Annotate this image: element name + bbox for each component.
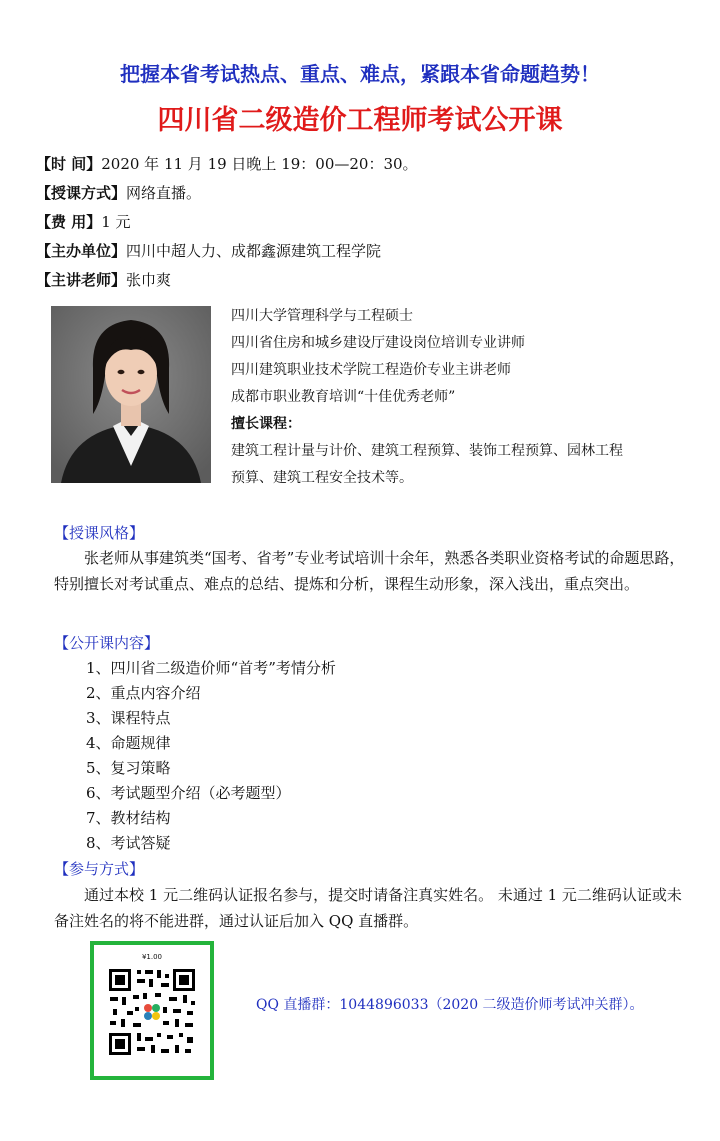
specialty-line: 预算、建筑工程安全技术等。 [231, 470, 413, 486]
qr-code-card[interactable] [90, 941, 214, 1080]
teacher-bio-line: 成都市职业教育培训“十佳优秀老师” [231, 389, 456, 405]
content-item: 4、命题规律 [86, 734, 171, 752]
qq-group-info[interactable]: QQ 直播群：1044896033（2020 二级造价师考试冲关群）。 [256, 997, 644, 1013]
content-item: 8、考试答疑 [86, 834, 171, 852]
info-row-fee [36, 211, 131, 232]
content-item: 1、四川省二级造价师“首考”考情分析 [86, 659, 336, 677]
section-heading-style: 【授课风格】 [54, 524, 145, 542]
info-label: 【费 用】 [36, 213, 102, 231]
info-label: 【主办单位】 [36, 242, 127, 260]
info-value: 1 元 [101, 213, 131, 231]
content-item: 6、考试题型介绍（必考题型） [86, 784, 291, 802]
teacher-bio-line: 四川省住房和城乡建设厅建设岗位培训专业讲师 [231, 335, 525, 351]
content-item: 7、教材结构 [86, 809, 171, 827]
content-item: 3、课程特点 [86, 709, 171, 727]
content-item: 2、重点内容介绍 [86, 684, 201, 702]
info-row-organizer [36, 240, 381, 261]
info-value: 张巾爽 [126, 271, 172, 289]
info-row-method [36, 182, 201, 203]
section-heading-join: 【参与方式】 [54, 860, 145, 878]
info-value: 2020 年 11 月 19 日晚上 19：00—20：30。 [101, 155, 418, 173]
style-paragraph: 张老师从事建筑类“国考、省考”专业考试培训十余年，熟悉各类职业资格考试的命题思路，特别擅长对考试重点、难点的总结、提炼和分析，课程生动形象，深入浅出，重点突出。 [54, 549, 685, 593]
section-heading-content: 【公开课内容】 [54, 634, 160, 652]
qr-price: ¥1.00 [141, 953, 163, 961]
teacher-photo [51, 306, 211, 483]
qr-code-icon [107, 967, 197, 1057]
info-label: 【时 间】 [36, 155, 102, 173]
info-value: 四川中超人力、成都鑫源建筑工程学院 [126, 242, 382, 260]
teacher-bio-line: 四川大学管理科学与工程硕士 [231, 308, 413, 324]
info-value: 网络直播。 [126, 184, 202, 202]
specialty-heading: 擅长课程： [231, 416, 301, 432]
join-paragraph: 通过本校 1 元二维码认证报名参与，提交时请备注真实姓名。 未通过 1 元二维码认证或未备注姓名的将不能进群，通过认证后加入 QQ 直播群。 [54, 886, 682, 930]
page-title: 四川省二级造价工程师考试公开课 [157, 105, 563, 136]
info-row-teacher [36, 269, 171, 290]
content-item: 5、复习策略 [86, 759, 171, 777]
info-row-time [36, 153, 418, 174]
header-subtitle: 把握本省考试热点、重点、难点，紧跟本省命题趋势！ [120, 62, 600, 86]
specialty-line: 建筑工程计量与计价、建筑工程预算、装饰工程预算、园林工程 [231, 443, 623, 459]
teacher-bio-line: 四川建筑职业技术学院工程造价专业主讲老师 [231, 362, 511, 378]
info-label: 【主讲老师】 [36, 271, 127, 289]
info-label: 【授课方式】 [36, 184, 127, 202]
